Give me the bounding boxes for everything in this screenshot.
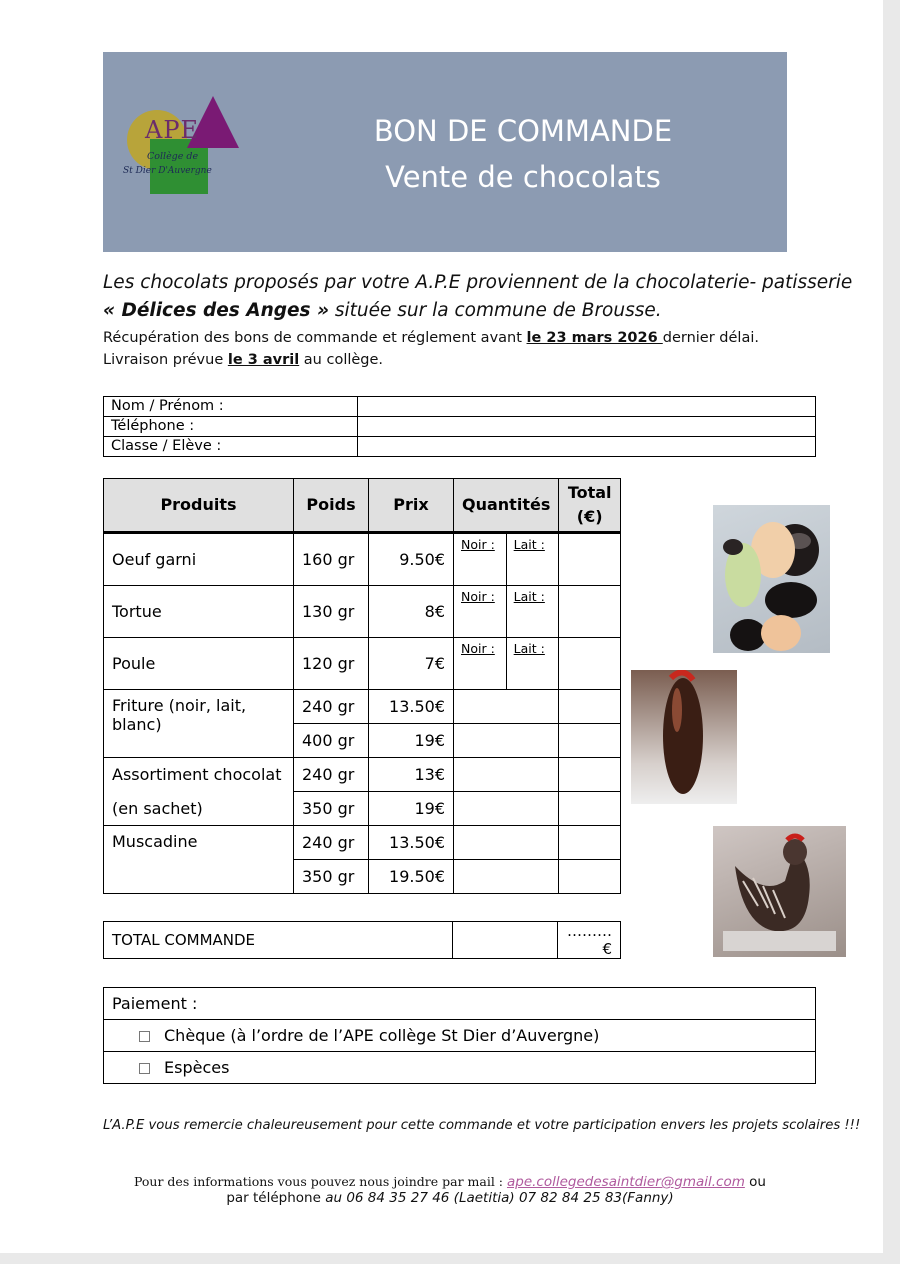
payment-table xyxy=(103,987,816,1084)
poule-chocolate-illustration xyxy=(713,826,846,957)
total-cell[interactable] xyxy=(559,792,621,826)
total-row xyxy=(104,922,621,959)
title-line-1: BON DE COMMANDE xyxy=(373,114,673,148)
intro-line-2-rest: située sur la commune de Brousse. xyxy=(329,300,662,321)
phone-label: par téléphone xyxy=(226,1190,326,1206)
info-row xyxy=(104,397,816,417)
quantity-cell[interactable] xyxy=(454,586,559,638)
lait-label: Lait : xyxy=(513,537,545,552)
product-price: 7€ xyxy=(369,638,454,690)
product-name: Oeuf garni xyxy=(104,533,294,586)
payment-option-row xyxy=(104,1052,816,1084)
header-poids: Poids xyxy=(294,479,369,533)
header-produits: Produits xyxy=(104,479,294,533)
header-banner xyxy=(103,52,787,252)
table-header-row xyxy=(104,479,621,533)
logo-subtitle-1: Collège de xyxy=(147,151,199,162)
info-label: Téléphone : xyxy=(104,417,358,437)
contact-line-1 xyxy=(0,1174,900,1190)
tortue-photo xyxy=(713,505,830,653)
total-cell[interactable] xyxy=(559,758,621,792)
info-label: Nom / Prénom : xyxy=(104,397,358,417)
delivery-date: le 3 avril xyxy=(227,352,300,368)
thanks-note: L’A.P.E vous remercie chaleureusement pour cette commande et votre participation envers les projets scolaires !!! xyxy=(103,1118,861,1133)
total-cell[interactable] xyxy=(559,690,621,724)
intro-line-2 xyxy=(103,300,662,321)
product-price: 13€ xyxy=(369,758,454,792)
quantity-cell[interactable] xyxy=(454,792,559,826)
deadline-text-end: dernier délai. xyxy=(662,330,759,346)
product-price: 8€ xyxy=(369,586,454,638)
total-cell[interactable] xyxy=(559,860,621,894)
logo-text: APE xyxy=(145,116,199,144)
logo-subtitle-2: St Dier D'Auvergne xyxy=(123,166,212,176)
product-name: Poule xyxy=(104,638,294,690)
quantity-cell[interactable] xyxy=(454,860,559,894)
delivery-note xyxy=(103,352,383,368)
quantity-cell[interactable] xyxy=(454,826,559,860)
contact-line-2 xyxy=(0,1190,900,1206)
contact-text: Pour des informations vous pouvez nous joindre par mail : xyxy=(134,1174,507,1189)
product-weight: 120 gr xyxy=(294,638,369,690)
payment-title-row xyxy=(104,988,816,1020)
delivery-text: Livraison prévue xyxy=(103,352,228,368)
noir-label: Noir : xyxy=(454,638,507,689)
lait-label: Lait : xyxy=(513,641,545,656)
payment-option-cash[interactable] xyxy=(104,1052,816,1084)
total-cell[interactable] xyxy=(559,638,621,690)
info-label: Classe / Elève : xyxy=(104,437,358,457)
product-name-line2: (en sachet) xyxy=(104,792,294,826)
poule-photo xyxy=(713,826,846,957)
oeuf-photo xyxy=(631,670,737,804)
info-row xyxy=(104,437,816,457)
payment-option-row xyxy=(104,1020,816,1052)
oeuf-chocolate-illustration xyxy=(631,670,737,804)
header-prix: Prix xyxy=(369,479,454,533)
quantity-cell[interactable] xyxy=(454,690,559,724)
table-row xyxy=(104,690,621,724)
checkbox-cheque[interactable] xyxy=(139,1031,150,1042)
contact-info xyxy=(0,1174,900,1206)
product-weight: 350 gr xyxy=(294,860,369,894)
table-row xyxy=(104,533,621,586)
total-value[interactable]: ………€ xyxy=(558,922,621,959)
product-name: Assortiment chocolat xyxy=(104,758,294,792)
product-price: 13.50€ xyxy=(369,826,454,860)
product-name: Tortue xyxy=(104,586,294,638)
noir-label: Noir : xyxy=(454,534,507,585)
quantity-cell[interactable] xyxy=(454,724,559,758)
table-row xyxy=(104,792,621,826)
product-price: 19€ xyxy=(369,724,454,758)
shop-name: « Délices des Anges » xyxy=(103,300,330,321)
products-table xyxy=(103,478,621,894)
lait-label: Lait : xyxy=(513,589,545,604)
table-row xyxy=(104,758,621,792)
product-price: 19.50€ xyxy=(369,860,454,894)
deadline-note xyxy=(103,330,759,346)
product-name: Muscadine xyxy=(104,826,294,894)
header-total-line2: (€) xyxy=(576,507,603,526)
total-spacer xyxy=(453,922,558,959)
total-label: TOTAL COMMANDE xyxy=(104,922,453,959)
quantity-cell[interactable] xyxy=(454,638,559,690)
product-weight: 240 gr xyxy=(294,690,369,724)
page-title xyxy=(353,108,693,200)
quantity-cell[interactable] xyxy=(454,533,559,586)
product-weight: 130 gr xyxy=(294,586,369,638)
header-quantites: Quantités xyxy=(454,479,559,533)
table-row xyxy=(104,826,621,860)
product-name: Friture (noir, lait, blanc) xyxy=(104,690,294,758)
phone-numbers: au 06 84 35 27 46 (Laetitia) 07 82 84 25 83(Fanny) xyxy=(325,1190,674,1206)
payment-option-cheque[interactable] xyxy=(104,1020,816,1052)
deadline-date: le 23 mars 2026 xyxy=(526,330,663,346)
product-weight: 160 gr xyxy=(294,533,369,586)
customer-info-table xyxy=(103,396,816,457)
intro-line-1: Les chocolats proposés par votre A.P.E proviennent de la chocolaterie- patisserie xyxy=(103,272,853,293)
info-row xyxy=(104,417,816,437)
noir-label: Noir : xyxy=(454,586,507,637)
product-price: 13.50€ xyxy=(369,690,454,724)
payment-option-label: Chèque (à l’ordre de l’APE collège St Dier d’Auvergne) xyxy=(164,1026,600,1045)
total-cell[interactable] xyxy=(559,826,621,860)
total-cell[interactable] xyxy=(559,533,621,586)
header-total xyxy=(559,479,621,533)
table-row xyxy=(104,638,621,690)
checkbox-cash[interactable] xyxy=(139,1063,150,1074)
total-cell[interactable] xyxy=(559,724,621,758)
phone-field[interactable] xyxy=(358,417,816,437)
total-cell[interactable] xyxy=(559,586,621,638)
payment-title: Paiement : xyxy=(104,988,816,1020)
email-link[interactable]: ape.collegedesaintdier@gmail.com xyxy=(506,1174,745,1190)
tortue-chocolate-illustration xyxy=(713,505,830,653)
class-field[interactable] xyxy=(358,437,816,457)
product-price: 19€ xyxy=(369,792,454,826)
table-row xyxy=(104,586,621,638)
name-field[interactable] xyxy=(358,397,816,417)
ape-logo xyxy=(123,96,243,196)
product-weight: 400 gr xyxy=(294,724,369,758)
contact-text-end: ou xyxy=(744,1174,766,1190)
title-line-2: Vente de chocolats xyxy=(385,160,661,194)
delivery-text-end: au collège. xyxy=(299,352,384,368)
total-order-table xyxy=(103,921,621,959)
quantity-cell[interactable] xyxy=(454,758,559,792)
product-weight: 240 gr xyxy=(294,826,369,860)
header-total-line1: Total xyxy=(567,483,612,502)
payment-option-label: Espèces xyxy=(164,1058,230,1077)
product-weight: 350 gr xyxy=(294,792,369,826)
deadline-text: Récupération des bons de commande et réglement avant xyxy=(103,330,527,346)
product-weight: 240 gr xyxy=(294,758,369,792)
product-price: 9.50€ xyxy=(369,533,454,586)
